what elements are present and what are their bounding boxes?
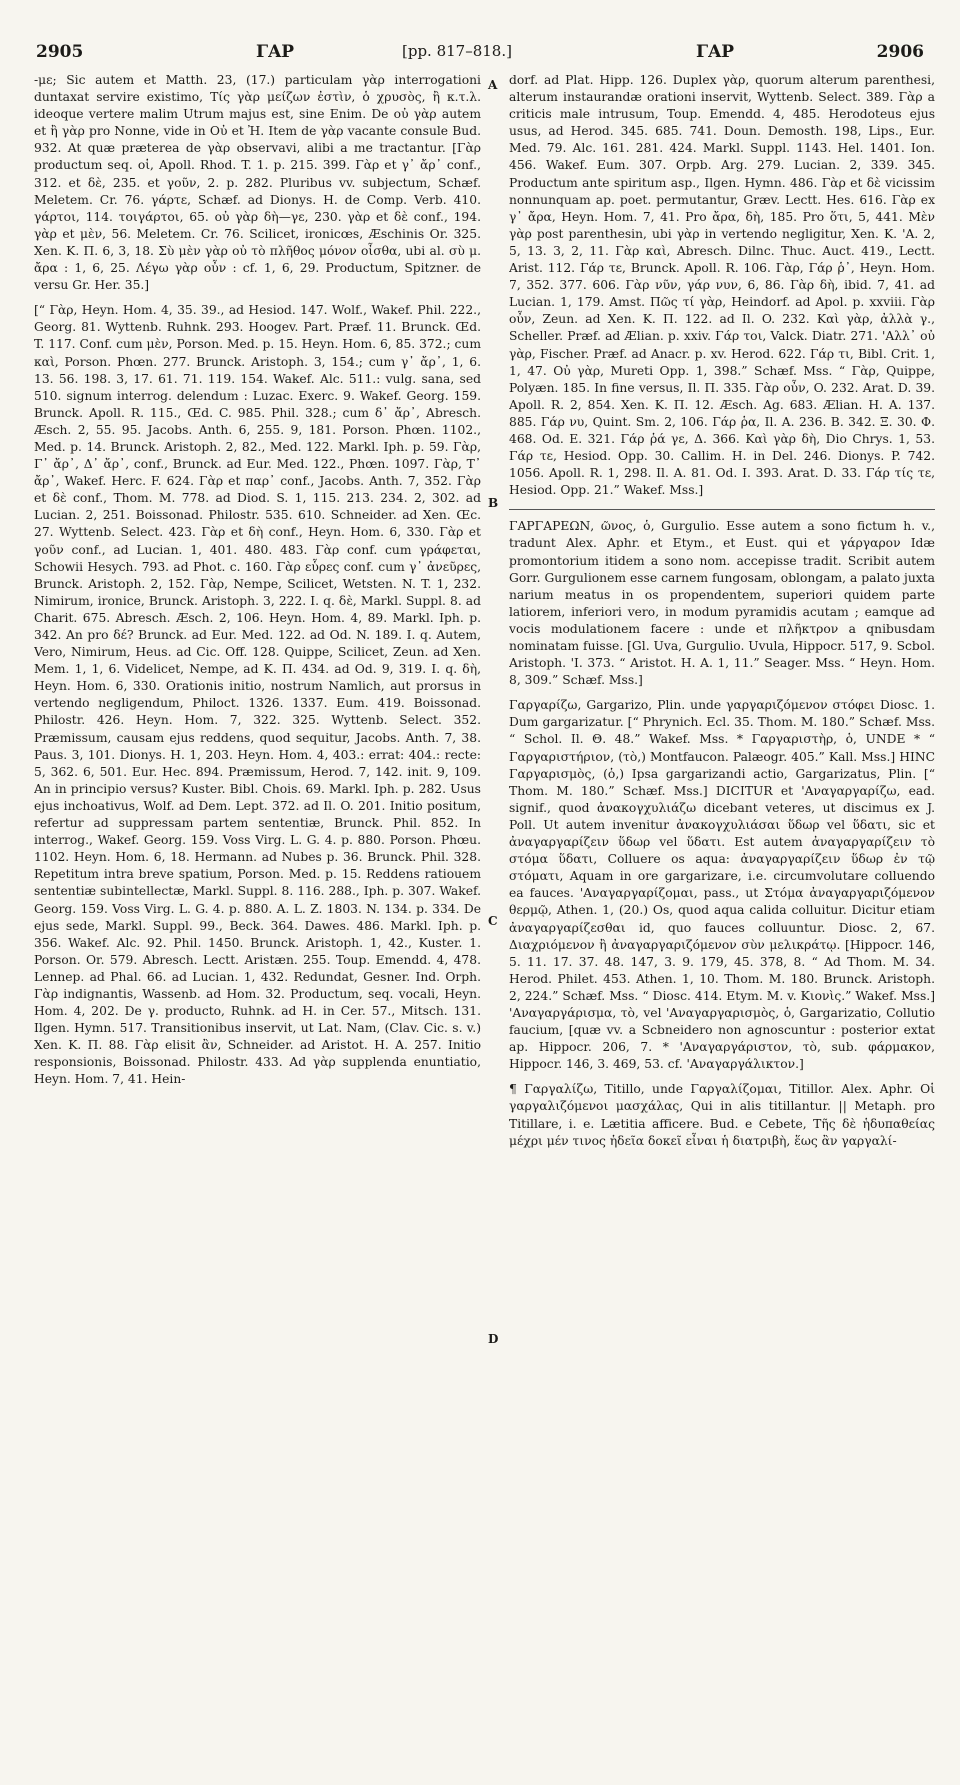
header-title-right: ΓΑΡ [696, 42, 735, 62]
header-page-reference: [pp. 817–818.] [402, 42, 512, 60]
running-header [36, 42, 924, 72]
margin-letter-a: A [488, 78, 498, 92]
margin-letter-c: C [488, 914, 498, 928]
left-entry-notes: [“ Γὰρ, Heyn. Hom. 4, 35. 39., ad Hesiod. 147. Wolf., Wakef. Phil. 222., Georg. 81. Wyttenb. Ruhnk. 293. Hoogev. Part. Præf. 11. Brunck. Œd. T. 117. Conf. cum μὲν, Porson. Med. p. 15. Heyn. Hom. 6, 85. 372.; cum καὶ, Porson. Phœn. 277. Brunck. Aristoph. 3, 154.; cum γ᾽ ἄρ᾽, 1, 6. 13. 56. 198. 3, 17. 61. 71. 119. 154. Wakef. Alc. 511.: vulg. sana, sed 510. signum interrog. delendum : Luzac. Exerc. 9. Wakef. Georg. 159. Brunck. Apoll. R. 115., Œd. C. 985. Phil. 328.; cum δ᾽ ἄρ᾽, Abresch. Æsch. 2, 55. 95. Jacobs. Anth. 6, 255. 9, 181. Porson. Phœn. 1102., Med. p. 14. Brunck. Aristoph. 2, 82., Med. 122. Markl. Iph. p. 59. Γὰρ, Γ᾽ ἄρ᾽, Δ᾽ ἄρ᾽, conf., Brunck. ad Eur. Med. 122., Phœn. 1097. Γὰρ, Τ᾽ ἄρ᾽, Wakef. Herc. F. 624. Γὰρ et παρ᾽ conf., Jacobs. Anth. 7, 352. Γὰρ et δὲ conf., Thom. M. 778. ad Diod. S. 1, 115. 213. 234. 2, 302. ad Lucian. 2, 251. Boissonad. Philostr. 535. 610. Schneider. ad Xen. Œc. 27. Wyttenb. Select. 423. Γὰρ et δὴ conf., Heyn. Hom. 6, 330. Γὰρ et γοῦν conf., ad Lucian. 1, 401. 480. 483. Γὰρ conf. cum γράφεται, Schowii Hesych. 793. ad Phot. c. 160. Γὰρ εὗρες conf. cum γ᾽ ἀνεῦρες, Brunck. Aristoph. 2, 152. Γὰρ, Nempe, Scilicet, Wetsten. N. T. 1, 232. Nimirum, ironice, Brunck. Aristoph. 3, 222. I. q. δὲ, Markl. Suppl. 8. ad Charit. 675. Abresch. Æsch. 2, 106. Heyn. Hom. 4, 89. Markl. Iph. p. 342. An pro δέ? Brunck. ad Eur. Med. 122. ad Od. N. 189. I. q. Autem, Vero, Nimirum, Heus. ad Cic. Off. 128. Quippe, Scilicet, Zeun. ad Xen. Mem. 1, 1, 6. Videlicet, Nempe, ad K. Π. 434. ad Od. 9, 319. I. q. δὴ, Heyn. Hom. 6, 330. Orationis initio, nostrum Namlich, aut prorsus in vertendo negligendum, Philoct. 1326. 1337. Eum. 419. Boissonad. Philostr. 426. Heyn. Hom. 7, 322. 325. Wyttenb. Select. 352. Præmissum, causam ejus reddens, quod sequitur, Jacobs. Anth. 7, 38. Paus. 3, 101. Dionys. H. 1, 203. Heyn. Hom. 4, 403.: errat: 404.: recte: 5, 362. 6, 501. Eur. Hec. 894. Præmissum, Herod. 7, 142. init. 9, 109. An in principio versus? Kuster. Bibl. Chois. 69. Markl. Iph. p. 282. Usus ejus inchoativus, Wolf. ad Dem. Lept. 372. ad Il. O. 201. Initio positum, refertur ad suppressam partem sententiæ, Brunck. Phil. 852. In interrog., Wakef. Georg. 159. Voss Virg. L. G. 4. p. 880. Porson. Phœu. 1102. Heyn. Hom. 6, 18. Hermann. ad Nubes p. 36. Brunck. Phil. 328. Repetitum intra breve spatium, Porson. Med. p. 15. Reddens ratiouem sententiæ subintellectæ, Markl. Suppl. 8. 116. 288., Iph. p. 307. Wakef. Georg. 159. Voss Virg. L. G. 4. p. 880. A. L. Z. 1803. N. 134. p. 334. De ejus sede, Markl. Suppl. 99., Beck. 364. Dawes. 486. Markl. Iph. p. 356. Wakef. Alc. 92. Phil. 1450. Brunck. Aristoph. 1, 42., Kuster. 1. Porson. Or. 579. Abresch. Lectt. Aristæn. 255. Toup. Emendd. 4, 478. Lennep. ad Phal. 66. ad Lucian. 1, 432. Redundat, Gesner. Ind. Orph. Γὰρ indignantis, Wassenb. ad Hom. 32. Productum, seq. vocali, Heyn. Hom. 4, 202. De γ. producto, Ruhnk. ad H. in Cer. 57., Mitsch. 131. Ilgen. Hymn. 517. Transitionibus inservit, ut Lat. Nam, (Clav. Cic. s. v.) Xen. K. Π. 88. Γὰρ elisit ἂν, Schneider. ad Aristot. H. A. 257. Initio responsionis, Boissonad. Philostr. 433. Ad γὰρ supplenda enuntiatio, Heyn. Hom. 7, 41. Hein- [34, 303, 481, 1087]
entry-gargalizo: ¶ Γαργαλίζω, Titillo, unde Γαργαλίζομαι, Titillor. Alex. Aphr. Οἱ γαργαλιζόμενοι μασχάλας, Qui in alis titillantur. || Metaph. pro Titillare, i. e. Lætitia afficere. Bud. e Cebete, Τῆς δὲ ἡδυπαθείας μέχρι μέν τινος ἡδεῖα δοκεῖ εἶναι ἡ διατριβὴ, ἕως ἂν γαργαλί- [509, 1082, 935, 1148]
left-entry-continuation: -με; Sic autem et Matth. 23, (17.) particulam γὰρ interrogationi duntaxat servire existimo, Τίς γὰρ μείζων ἐστὶν, ὁ χρυσὸς, ἢ κ.τ.λ. ideoque vertere malim Utrum majus est, sine Enim. De οὐ γὰρ autem et ἢ γὰρ pro Nonne, vide in Οὐ et Ἠ. Item de γὰρ vacante consule Bud. 932. At quæ præterea de γὰρ observavi, alibi a me tractantur. [Γὰρ productum seq. οἱ, Apoll. Rhod. T. 1. p. 215. 399. Γὰρ et γ᾽ ἄρ᾽ conf., 312. et δὲ, 235. et γοῦν, 2. p. 282. Pluribus vv. subjectum, Schæf. Meletem. Cr. 76. γάρτε, Schæf. ad Dionys. H. de Comp. Verb. 410. γάρτοι, 114. τοιγάρτοι, 65. οὐ γὰρ δὴ—γε, 230. γὰρ et δὲ conf., 194. γὰρ et μὲν, 56. Meletem. Cr. 76. Scilicet, ironicœs, Æschinis Or. 325. Xen. K. Π. 6, 3, 18. Σὺ μὲν γὰρ οὐ τὸ πλῆθος μόνον οἶσθα, ubi al. σὺ μ. ἄρα : 1, 6, 25. Λέγω γὰρ οὖν : cf. 1, 6, 29. Productum, Spitzner. de versu Gr. Her. 35.] [34, 73, 481, 293]
margin-letter-b: B [488, 496, 499, 510]
page-number-right: 2906 [876, 42, 924, 62]
right-column [509, 72, 935, 1777]
margin-letter-d: D [488, 1332, 499, 1346]
entry-gargareon: ΓΑΡΓΑΡΕΩΝ, ῶνος, ὁ, Gurgulio. Esse autem a sono fictum h. v., tradunt Alex. Aphr. et Etym., et Eust. qui et γάργαρον Idæ promontorium itidem a sono nom. accepisse tradit. Scribit autem Gorr. Gurgulionem esse carnem fungosam, oblongam, a palato juxta narium meatus in os propendentem, superiori quidem parte latiorem, inferiori vero, in modum pyramidis acutam ; eamque ad vocis modulationem facere : unde et πλῆκτρον a qnibusdam nominatam fuisse. [Gl. Uva, Gurgulio. Uvula, Hippocr. 517, 9. Scbol. Aristoph. 'I. 373. “ Aristot. H. A. 1, 11.” Seager. Mss. “ Heyn. Hom. 8, 309.” Schæf. Mss.] [509, 519, 935, 688]
right-entry-continuation: dorf. ad Plat. Hipp. 126. Duplex γὰρ, quorum alterum parenthesi, alterum instaurandæ orationi inservit, Wyttenb. Select. 389. Γὰρ a criticis male intrusum, Toup. Emendd. 4, 485. Herodoteus ejus usus, ad Herod. 345. 685. 741. Doun. Demosth. 198, Lips., Eur. Med. 79. Alc. 161. 281. 424. Markl. Suppl. 1143. Hel. 1401. Ion. 456. Wakef. Eum. 307. Orpb. Arg. 279. Lucian. 2, 339. 345. Productum ante spiritum asp., Ilgen. Hymn. 486. Γὰρ et δὲ vicissim nonnunquam ap. poet. permutantur, Græv. Lectt. Hes. 616. Γὰρ ex γ᾽ ἄρα, Heyn. Hom. 7, 41. Pro ἄρα, δὴ, 185. Pro ὅτι, 5, 441. Μὲν γὰρ post parenthesin, ubi γὰρ in vertendo negligitur, Xen. K. 'A. 2, 5, 13. 3, 2, 11. Γὰρ καὶ, Abresch. Dilnc. Thuc. Auct. 419., Lectt. Arist. 112. Γάρ τε, Brunck. Apoll. R. 106. Γὰρ, Γάρ ῥ᾽, Heyn. Hom. 7, 352. 377. 606. Γὰρ νῦν, γάρ νυν, 6, 86. Γὰρ δὴ, ibid. 7, 41. ad Lucian. 1, 179. Amst. Πῶς τί γὰρ, Heindorf. ad Apol. p. xxviii. Γὰρ οὖν, Zeun. ad Xen. K. Π. 122. ad Il. O. 232. Καὶ γὰρ, ἀλλὰ γ., Scheller. Præf. ad Ælian. p. xxiv. Γάρ τοι, Valck. Diatr. 271. 'Αλλ᾽ οὐ γὰρ, Fischer. Præf. ad Anacr. p. xv. Herod. 622. Γάρ τι, Bibl. Crit. 1, 1, 47. Οὐ γὰρ, Mureti Opp. 1, 398.” Schæf. Mss. “ Γὰρ, Quippe, Polyæn. 185. In fine versus, Il. Π. 335. Γὰρ οὖν, O. 232. Arat. D. 39. Apoll. R. 2, 854. Xen. K. Π. 12. Æsch. Ag. 683. Ælian. H. A. 137. 885. Γάρ νυ, Quint. Sm. 2, 106. Γάρ ῥα, Il. A. 236. B. 342. Ξ. 30. Φ. 468. Od. E. 321. Γάρ ῥά γε, Δ. 366. Καὶ γὰρ δὴ, Dio Chrys. 1, 53. Γάρ τε, Hesiod. Opp. 30. Callim. H. in Del. 246. Dionys. P. 742. 1056. Apoll. R. 1, 298. Il. A. 81. Od. I. 393. Arat. D. 33. Γάρ τίς τε, Hesiod. Opp. 21.” Wakef. Mss.] [509, 73, 935, 498]
page-number-left: 2905 [36, 42, 84, 62]
header-title-left: ΓΑΡ [256, 42, 295, 62]
left-column [34, 72, 481, 1777]
entry-gargarizo: Γαργαρίζω, Gargarizo, Plin. unde γαργαριζόμενον στόφει Diosc. 1. Dum gargarizatur. [“ Phrynich. Ecl. 35. Thom. M. 180.” Schæf. Mss. “ Schol. Il. Θ. 48.” Wakef. Mss. * Γαργαριστὴρ, ὁ, UNDE * “ Γαργαριστήριον, (τὸ,) Montfaucon. Palæogr. 405.” Kall. Mss.] HINC Γαργαρισμὸς, (ὁ,) Ipsa gargarizandi actio, Gargarizatus, Plin. [“ Thom. M. 180.” Schæf. Mss.] DICITUR et 'Αναγαργαρίζω, ead. signif., quod ἀνακογχυλιάζω dicebant veteres, ut discimus ex J. Poll. Ut autem invenitur ἀνακογχυλιάσαι ὕδωρ vel ὕδατι, sic et ἀναγαργαρίζειν ὕδωρ vel ὕδατι. Est autem ἀναγαργαρίζειν τὸ στόμα ὕδατι, Colluere os aqua: ἀναγαργαρίζειν ὕδωρ ἐν τῷ στόματι, Aquam in ore gargarizare, i.e. circumvolutare colluendo ea fauces. 'Αναγαργαρίζομαι, pass., ut Στόμα ἀναγαργαριζόμενον θερμῷ, Athen. 1, (20.) Os, quod aqua calida colluitur. Dicitur etiam ἀναγαργαρίζεσθαι id, quo fauces colluuntur. Diosc. 2, 67. Διαχριόμενον ἢ ἀναγαργαριζόμενον σὺν μελικράτῳ. [Hippocr. 146, 5. 11. 17. 37. 48. 147, 3. 9. 179, 45. 378, 8. “ Ad Thom. M. 34. Herod. Philet. 453. Athen. 1, 10. Thom. M. 180. Brunck. Aristoph. 2, 224.” Schæf. Mss. “ Diosc. 414. Etym. M. v. Κιονὶς.” Wakef. Mss.] 'Αναγαργάρισμα, τὸ, vel 'Αναγαργαρισμὸς, ὁ, Gargarizatio, Collutio faucium, [quæ vv. a Scbneidero non agnoscuntur : posterior extat ap. Hippocr. 206, 7. * 'Αναγαργάριστον, τὸ, sub. φάρμακον, Hippocr. 146, 3. 469, 53. cf. 'Αναγαργάλικτον.] [509, 698, 935, 1072]
entry-divider [509, 509, 935, 510]
